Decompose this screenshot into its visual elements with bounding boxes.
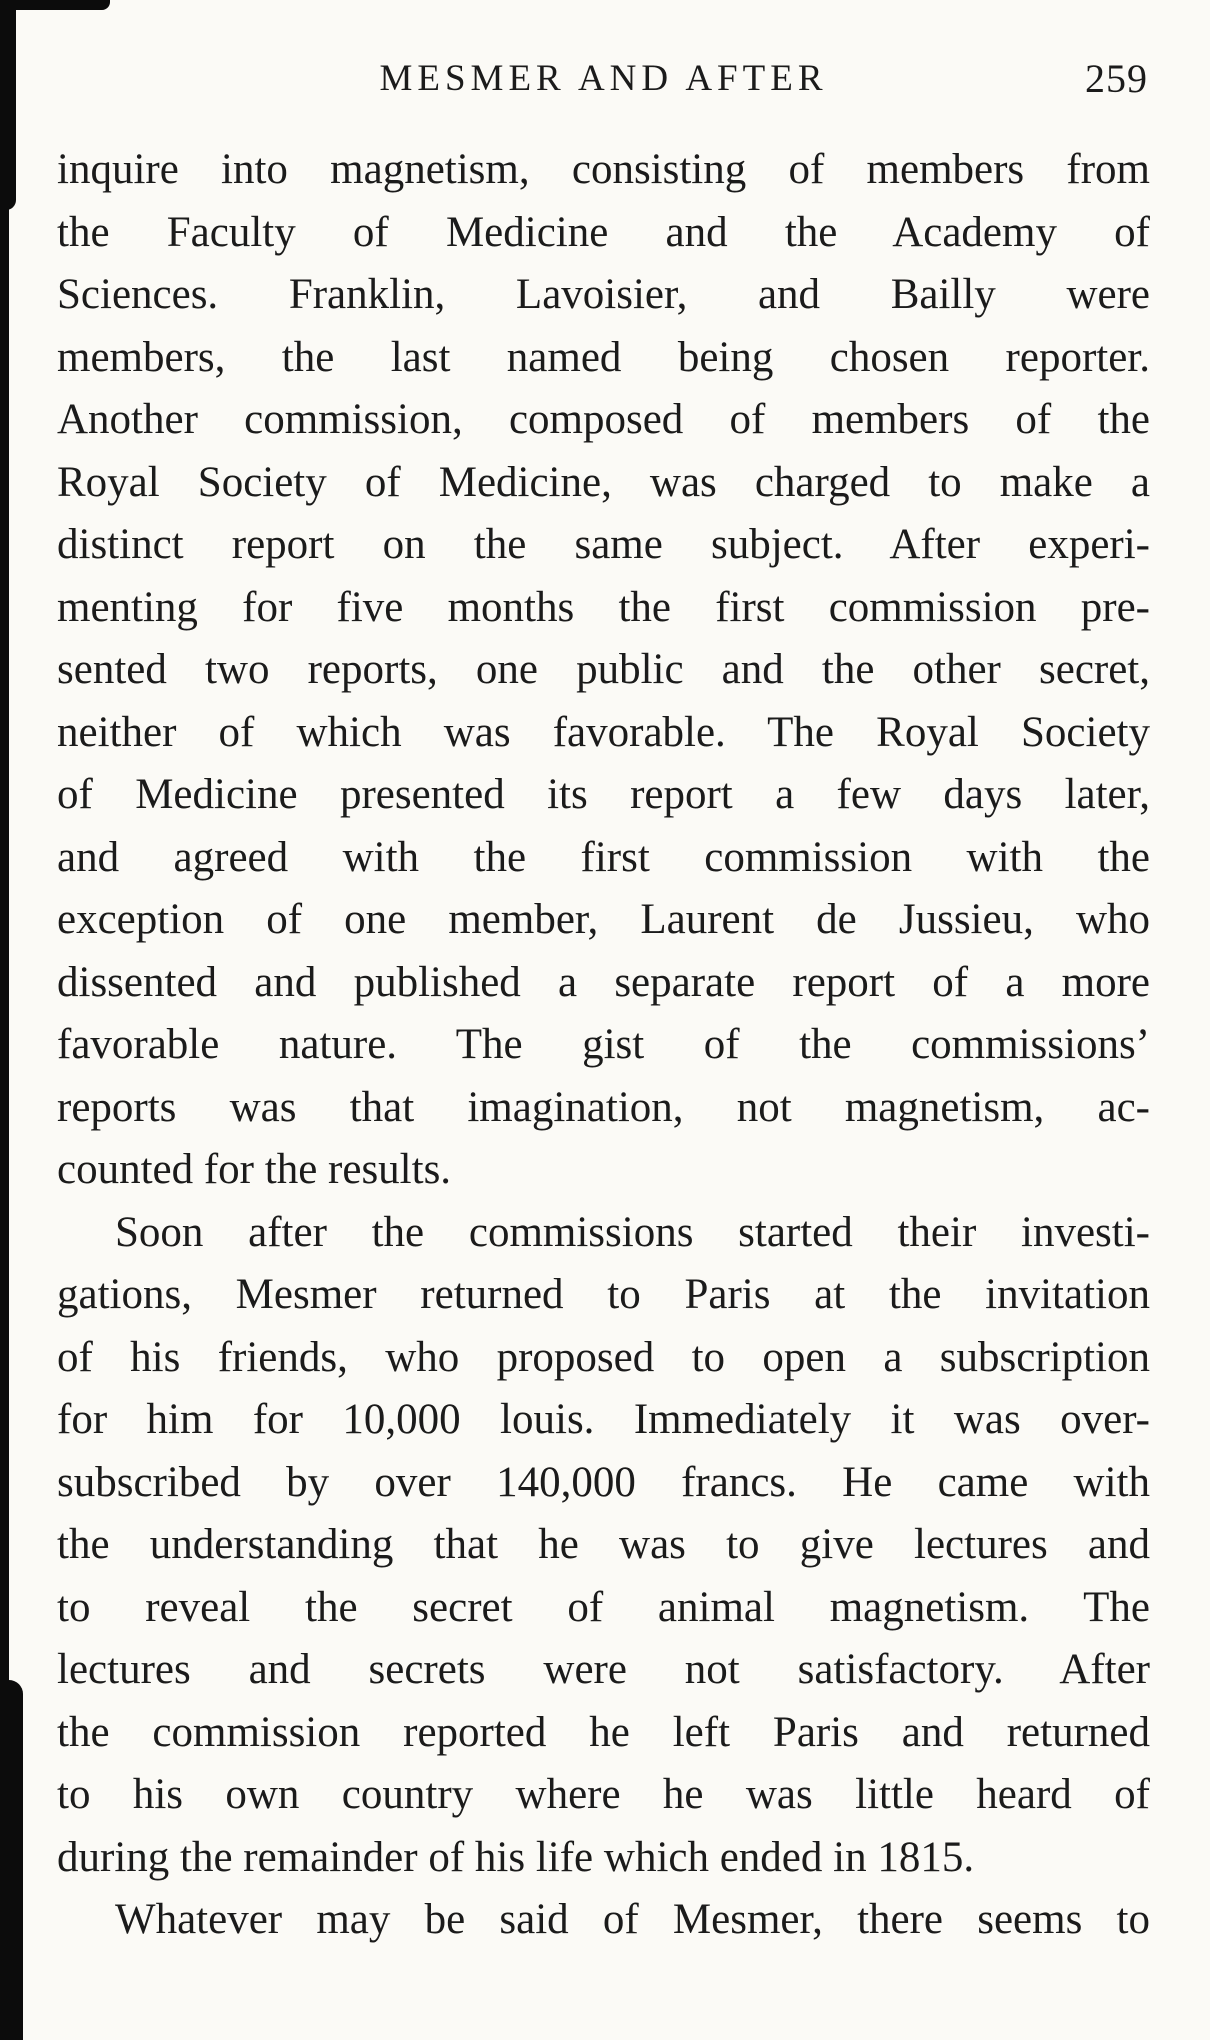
scan-edge-bottom-artifact: [0, 1680, 23, 2040]
text-line: to reveal the secret of animal magnetism. The: [57, 1583, 1150, 1631]
text-line: the understanding that he was to give lectures and: [57, 1521, 1150, 1568]
text-line: Soon after the commissions started their investi-: [115, 1208, 1150, 1256]
running-title: MESMER AND AFTER: [379, 58, 828, 99]
text-line: exception of one member, Laurent de Jussieu, who: [57, 896, 1150, 943]
running-head: [57, 55, 1150, 103]
text-line: counted for the results.: [57, 1146, 452, 1193]
text-line: dissented and published a separate report of a more: [57, 958, 1150, 1006]
text-line: members, the last named being chosen reporter.: [57, 333, 1150, 381]
paragraph: [57, 1202, 1150, 1890]
scan-edge-top-corner-artifact: [0, 0, 16, 210]
text-line: the Faculty of Medicine and the Academy of: [57, 208, 1150, 256]
text-line: menting for five months the first commission pre-: [57, 583, 1150, 631]
page-body: [57, 139, 1150, 1952]
text-line: favorable nature. The gist of the commissions’: [57, 1021, 1150, 1068]
paragraph: [57, 1889, 1150, 1952]
text-line: to his own country where he was little heard of: [57, 1771, 1150, 1818]
text-line: for him for 10,000 louis. Immediately it was over-: [57, 1396, 1150, 1443]
text-line: neither of which was favorable. The Royal Society: [57, 708, 1150, 756]
text-line: subscribed by over 140,000 francs. He came with: [57, 1458, 1150, 1506]
page-number: 259: [1085, 56, 1148, 101]
text-line: of Medicine presented its report a few days later,: [57, 771, 1150, 818]
text-line: Whatever may be said of Mesmer, there seems to: [115, 1896, 1150, 1943]
page-content: [57, 55, 1150, 1952]
text-line: inquire into magnetism, consisting of members from: [57, 146, 1150, 193]
text-line: Sciences. Franklin, Lavoisier, and Bailly were: [57, 271, 1150, 318]
text-line: the commission reported he left Paris and returned: [57, 1708, 1150, 1756]
text-line: Another commission, composed of members of the: [57, 396, 1150, 443]
scan-edge-top-artifact: [0, 0, 110, 10]
text-line: of his friends, who proposed to open a subscription: [57, 1333, 1150, 1381]
text-line: distinct report on the same subject. After experi-: [57, 521, 1150, 568]
text-line: gations, Mesmer returned to Paris at the invitation: [57, 1271, 1150, 1318]
text-line: sented two reports, one public and the other secret,: [57, 646, 1150, 693]
text-line: lectures and secrets were not satisfactory. After: [57, 1646, 1150, 1693]
text-line: during the remainder of his life which ended in 1815.: [57, 1833, 975, 1881]
text-line: Royal Society of Medicine, was charged to make a: [57, 458, 1150, 506]
text-line: and agreed with the first commission with the: [57, 833, 1150, 881]
paragraph: [57, 139, 1150, 1202]
text-line: reports was that imagination, not magnetism, ac-: [57, 1083, 1150, 1131]
